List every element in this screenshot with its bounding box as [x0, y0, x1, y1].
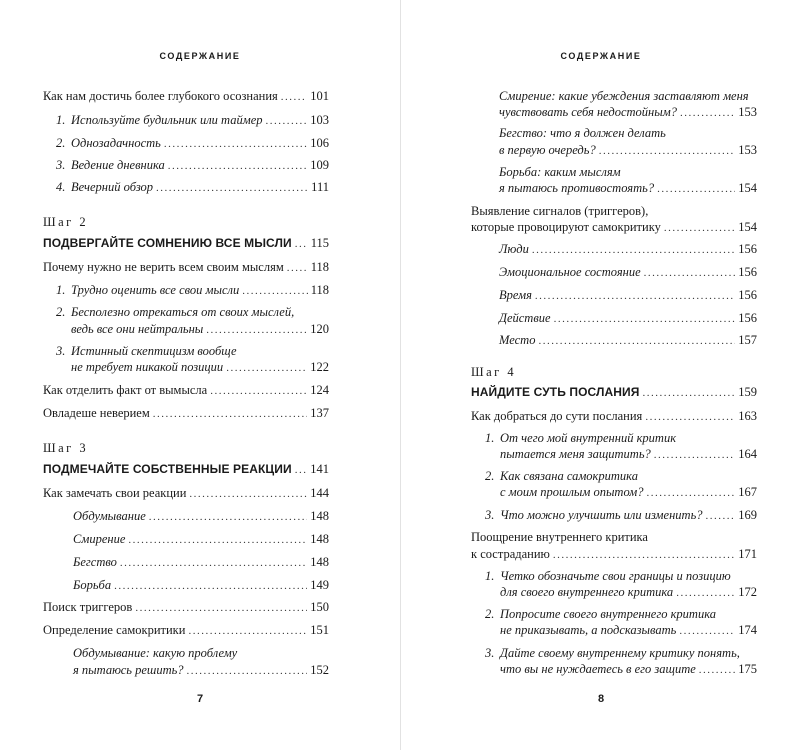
toc-entry: Смирение ..... 148: [73, 530, 329, 549]
toc-entry: Бегство ..... 148: [73, 553, 329, 572]
toc-entry: 3. Ведение дневника ..... 109: [56, 156, 329, 175]
toc-entry: не требует никакой позиции ..... 122: [56, 358, 329, 377]
toc-entry: чувствовать себя недостойным? ..... 153: [499, 103, 757, 122]
step-label: Шаг 4: [471, 365, 517, 379]
toc-entry: Борьба: каким мыслям: [499, 165, 621, 179]
toc-entry: 2. Как связана самокритика: [485, 469, 638, 483]
toc-entry: которые провоцируют самокритику ..... 154: [471, 218, 757, 237]
toc-entry: ведь все они нейтральны ..... 120: [56, 320, 329, 339]
toc-entry: Почему нужно не верить всем своим мыслям ..... 118: [43, 258, 329, 277]
toc-entry: не приказывать, а подсказывать ..... 174: [485, 621, 757, 640]
toc-entry: Поиск триггеров ..... 150: [43, 598, 329, 617]
toc-entry: Время ..... 156: [499, 286, 757, 305]
step-label: Шаг 3: [43, 441, 89, 455]
toc-entry: Как добраться до сути послания ..... 163: [471, 407, 757, 426]
toc-entry: Выявление сигналов (триггеров),: [471, 204, 649, 218]
page-header: СОДЕРЖАНИЕ: [560, 51, 642, 61]
toc-entry: Как нам достичь более глубокого осознания ..... 101: [43, 87, 329, 106]
toc-entry: 2. Однозадачность ..... 106: [56, 134, 329, 153]
toc-entry: я пытаюсь решить? ..... 152: [73, 661, 329, 680]
toc-entry: 3. Истинный скептицизм вообще: [56, 344, 237, 358]
toc-entry: Место ..... 157: [499, 331, 757, 350]
toc-entry: Действие ..... 156: [499, 309, 757, 328]
right-page: [400, 0, 800, 750]
toc-entry: 4. Вечерний обзор ..... 111: [56, 178, 329, 197]
toc-entry: Обдумывание: какую проблему: [73, 646, 238, 660]
toc-entry: Поощрение внутреннего критика: [471, 530, 648, 544]
toc-entry: я пытаюсь противостоять? ..... 154: [499, 179, 757, 198]
page-number: 7: [196, 693, 204, 705]
toc-entry: 3. Дайте своему внутреннему критику понять,: [485, 646, 740, 660]
toc-entry: 1. Используйте будильник или таймер ..... 103: [56, 111, 329, 130]
toc-entry: что вы не нуждаетесь в его защите ..... 175: [485, 660, 757, 679]
toc-entry: для своего внутреннего критика ..... 172: [485, 583, 757, 602]
toc-entry: с моим прошлым опытом? ..... 167: [485, 483, 757, 502]
step-label: Шаг 2: [43, 215, 89, 229]
toc-entry: 2. Бесполезно отрекаться от своих мыслей,: [56, 305, 295, 319]
toc-chapter: НАЙДИТЕ СУТЬ ПОСЛАНИЯ ..... 159: [471, 383, 757, 402]
page-number: 8: [597, 693, 605, 705]
toc-entry: Люди ..... 156: [499, 240, 757, 259]
toc-entry: Определение самокритики ..... 151: [43, 621, 329, 640]
toc-chapter: ПОДМЕЧАЙТЕ СОБСТВЕННЫЕ РЕАКЦИИ ..... 141: [43, 460, 329, 479]
toc-entry: 2. Попросите своего внутреннего критика: [485, 607, 716, 621]
toc-entry: 1. От чего мой внутренний критик: [485, 431, 677, 445]
toc-entry: Смирение: какие убеждения заставляют меня: [499, 89, 749, 103]
toc-entry: 1. Четко обозначьте свои границы и позицию: [485, 569, 731, 583]
toc-entry: Эмоциональное состояние ..... 156: [499, 263, 757, 282]
toc-entry: к состраданию ..... 171: [471, 545, 757, 564]
toc-entry: в первую очередь? ..... 153: [499, 141, 757, 160]
toc-entry: Как замечать свои реакции ..... 144: [43, 484, 329, 503]
toc-entry: пытается меня защитить? ..... 164: [485, 445, 757, 464]
toc-entry: Бегство: что я должен делать: [499, 126, 666, 140]
page-header: СОДЕРЖАНИЕ: [159, 51, 241, 61]
toc-entry: 3. Что можно улучшить или изменить? ..... 169: [485, 506, 757, 525]
toc-entry: Борьба ..... 149: [73, 576, 329, 595]
toc-entry: Как отделить факт от вымысла ..... 124: [43, 381, 329, 400]
toc-entry: Обдумывание ..... 148: [73, 507, 329, 526]
toc-entry: Овладеше неверием ..... 137: [43, 404, 329, 423]
toc-chapter: ПОДВЕРГАЙТЕ СОМНЕНИЮ ВСЕ МЫСЛИ ..... 115: [43, 234, 329, 253]
toc-entry: 1. Трудно оценить все свои мысли ..... 118: [56, 281, 329, 300]
